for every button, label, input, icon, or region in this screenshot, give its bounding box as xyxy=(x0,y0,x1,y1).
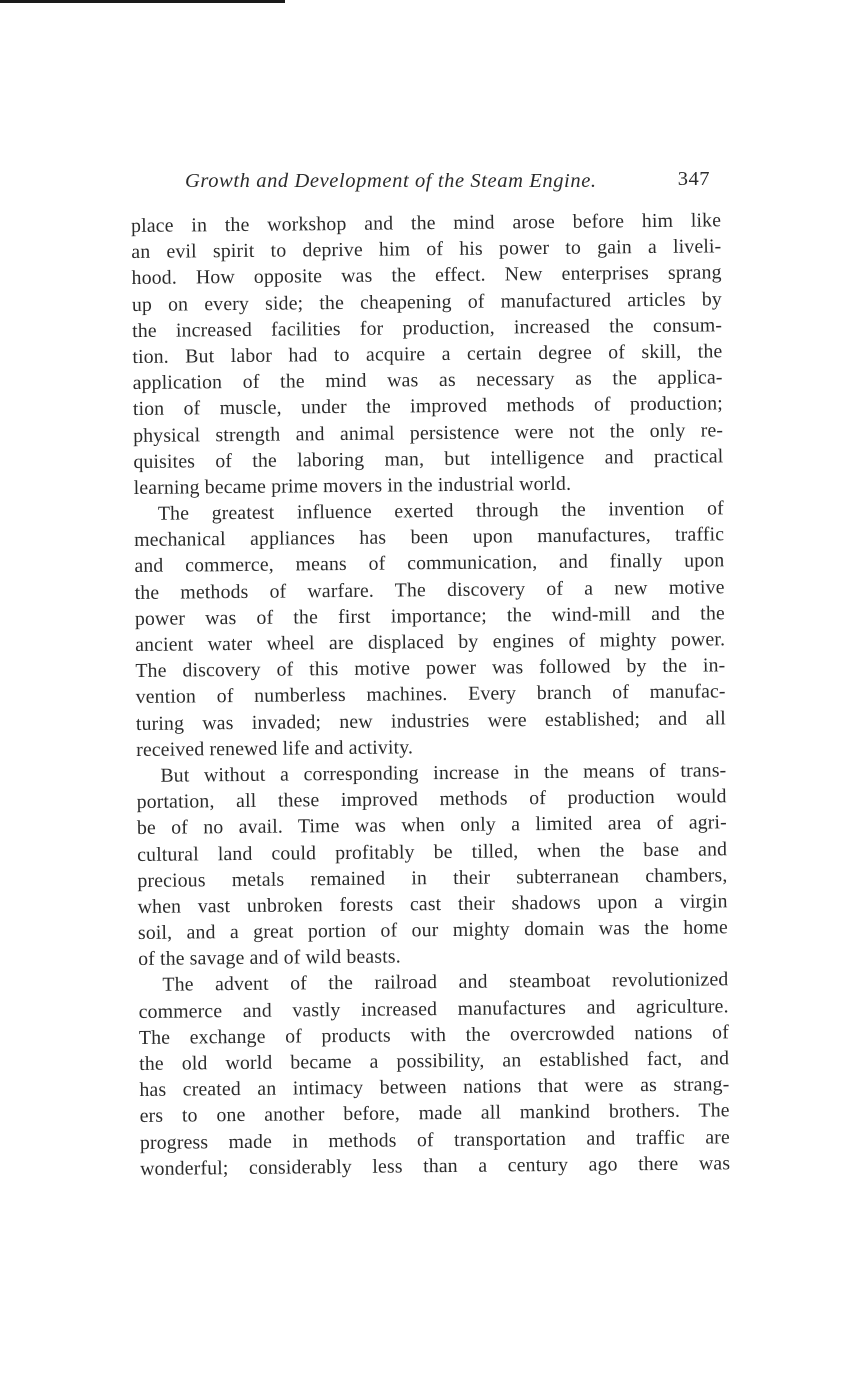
text-line: the methods of warfare. The discovery of a new motive xyxy=(134,575,725,604)
text-line: an evil spirit to deprive him of his power to gain a liveli- xyxy=(131,235,722,264)
text-line: be of no avail. Time was when only a limited area of agri- xyxy=(136,811,727,840)
text-line: hood. How opposite was the effect. New enterprises sprang xyxy=(131,261,722,290)
text-line: learning became prime movers in the industrial world. xyxy=(133,472,572,499)
text-line: quisites of the laboring man, but intelligence and practical xyxy=(133,445,724,473)
text-line: ancient water wheel are displaced by engines of mighty power. xyxy=(135,628,726,656)
text-line: progress made in methods of transportation and traffic are xyxy=(139,1125,731,1154)
text-line: and commerce, means of communication, and finally upon xyxy=(134,549,725,578)
text-line: of the savage and of wild beasts. xyxy=(138,945,401,971)
text-line: received renewed life and activity. xyxy=(136,736,414,761)
text-line: application of the mind was as necessary as the applica- xyxy=(132,366,723,395)
text-line: the increased facilities for production, increased the consum- xyxy=(132,314,723,342)
text-line: commerce and vastly increased manufactures and agriculture. xyxy=(138,994,729,1023)
text-line: portation, all these improved methods of production would xyxy=(136,785,727,814)
text-line: turing was invaded; new industries were established; and all xyxy=(135,706,726,735)
text-line: wonderful; considerably less than a century ago there was xyxy=(140,1152,731,1180)
text-line: the old world became a possibility, an established fact, and xyxy=(139,1047,730,1075)
running-head xyxy=(185,166,710,196)
text-line: ers to one another before, made all mankind brothers. The xyxy=(139,1099,730,1128)
text-line: physical strength and animal persistence were not the only re- xyxy=(133,418,724,447)
text-line: The discovery of this motive power was followed by the in- xyxy=(135,654,726,683)
text-line: The exchange of products with the overcrowded nations of xyxy=(138,1021,729,1049)
text-line: soil, and a great portion of our mighty domain was the home xyxy=(137,916,728,945)
text-line: precious metals remained in their subterranean chambers, xyxy=(137,863,728,892)
text-line: tion. But labor had to acquire a certain degree of skill, the xyxy=(132,340,723,368)
text-line: mechanical appliances has been upon manufactures, traffic xyxy=(134,523,725,552)
body-text xyxy=(131,207,730,1182)
text-line: tion of muscle, under the improved methods of production; xyxy=(132,392,723,421)
paragraph-first-line: The greatest influence exerted through the invention of xyxy=(157,497,724,525)
text-line: cultural land could profitably be tilled, when the base and xyxy=(137,837,728,866)
running-title: Growth and Development of the Steam Engine. xyxy=(185,170,597,192)
text-line: vention of numberless machines. Every branch of manufac- xyxy=(135,680,726,709)
text-line: up on every side; the cheapening of manufactured articles by xyxy=(131,287,722,316)
text-line: place in the workshop and the mind arose before him like xyxy=(131,209,722,237)
paragraph-first-line: The advent of the railroad and steamboat revolutionized xyxy=(162,968,729,997)
top-edge-rule xyxy=(0,0,285,3)
text-line: has created an intimacy between nations that were as strang- xyxy=(139,1073,730,1102)
text-line: when vast unbroken forests cast their shadows upon a virgin xyxy=(137,890,728,918)
text-line: power was of the first importance; the wind-mill and the xyxy=(134,602,725,630)
paragraph-first-line: But without a corresponding increase in the means of trans- xyxy=(160,759,727,787)
page-number: 347 xyxy=(677,168,710,190)
